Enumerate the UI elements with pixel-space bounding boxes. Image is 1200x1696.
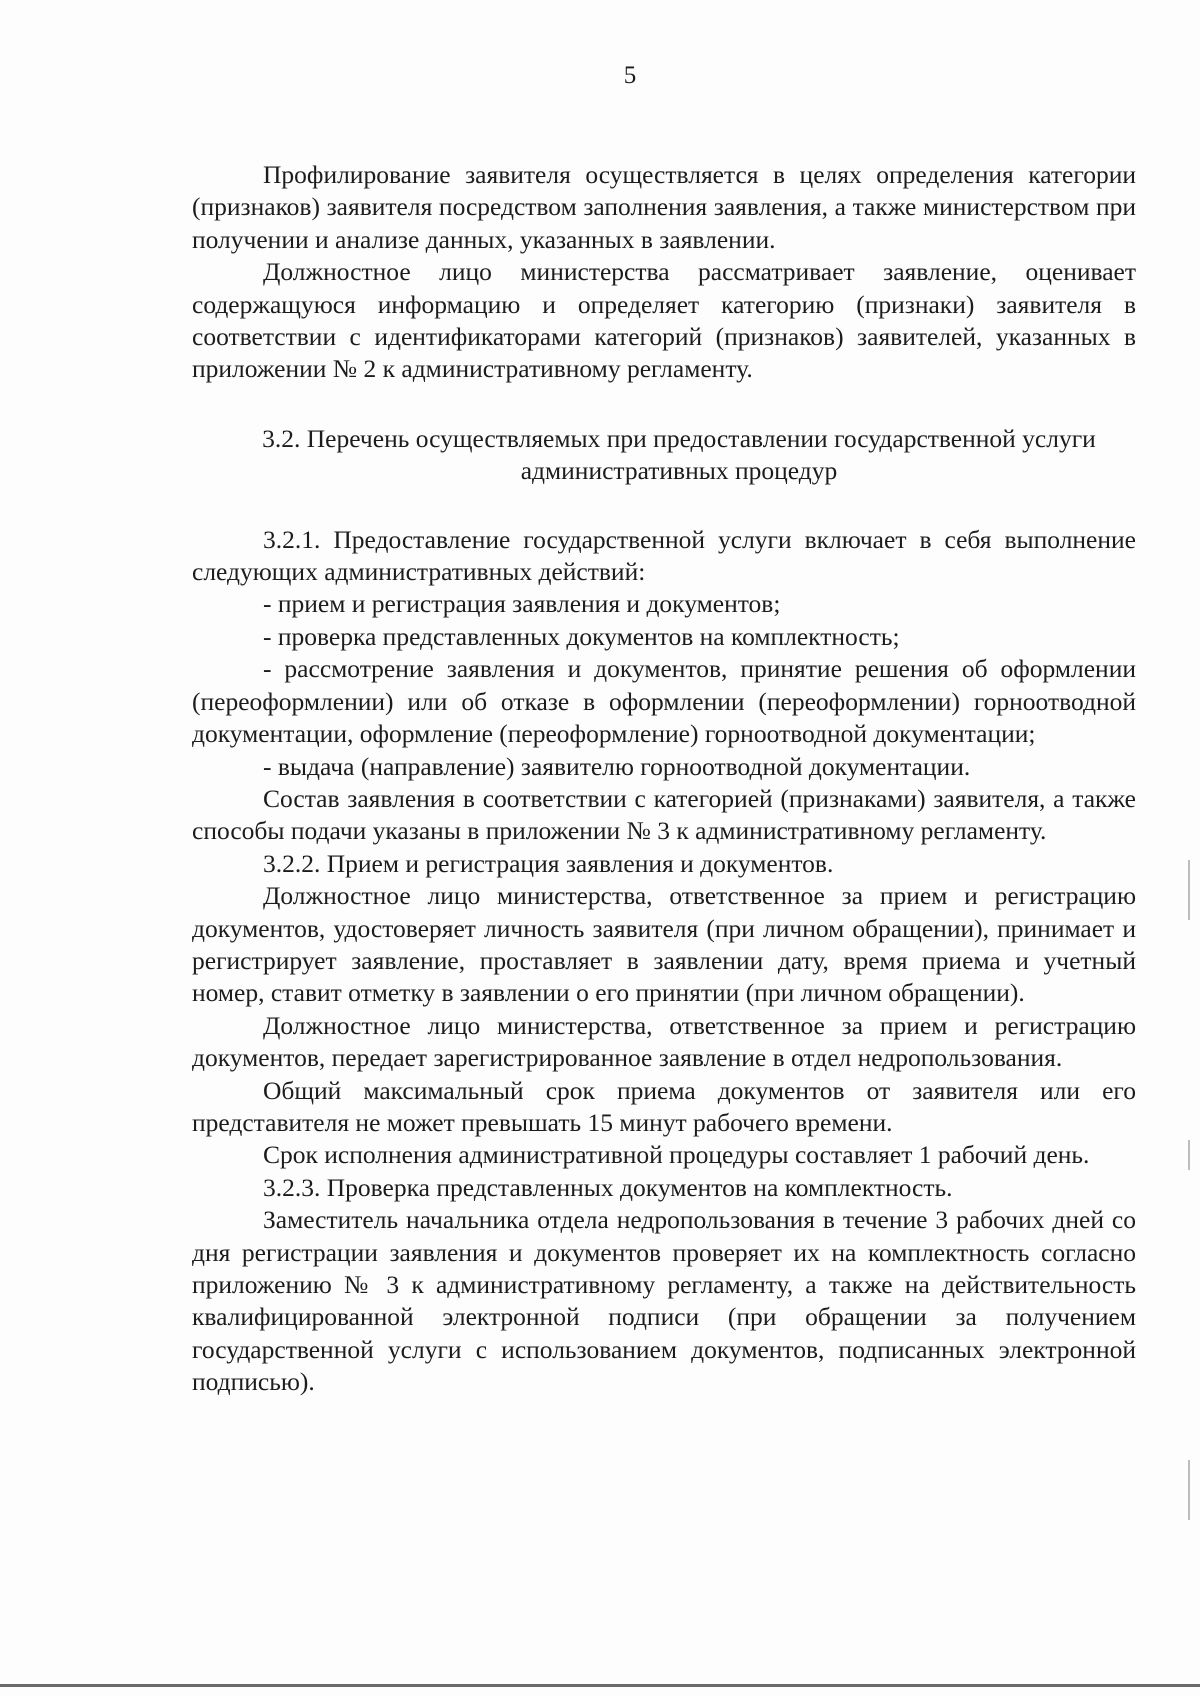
paragraph-procedure-term: Срок исполнения административной процедуры составляет 1 рабочий день. [263, 1140, 1090, 1170]
scan-artifact [1188, 860, 1190, 920]
paragraph-official-registration: Должностное лицо министерства, ответственное за прием и регистрацию документов, удостоверяет личность заявителя (при личном обращении), принимает и регистрирует заявление, проставляет в заявлении дату, время приема и учетный номер, ставит отметку в заявлении о его принятии (при личном обращении). [192, 881, 1136, 1008]
list-item: - рассмотрение заявления и документов, принятие решения об оформлении (переоформлении) или об отказе в оформлении (переоформлении) горноотводной документации, оформление (переоформление) горноотводной документации; [192, 654, 1136, 749]
list-item: - выдача (направление) заявителю горноотводной документации. [263, 751, 971, 781]
page-number: 5 [623, 62, 637, 89]
paragraph-3-2-3: 3.2.3. Проверка представленных документов на комплектность. [263, 1172, 953, 1202]
paragraph-profiling: Профилирование заявителя осуществляется в целях определения категории (признаков) заявителя посредством заполнения заявления, а также министерством при получении и анализе данных, указанных в заявлении. [192, 160, 1136, 254]
scan-artifact [1188, 1140, 1190, 1170]
paragraph-official-transfer: Должностное лицо министерства, ответственное за прием и регистрацию документов, передает зарегистрированное заявление в отдел недропользования. [192, 1010, 1136, 1073]
paragraph-application-composition: Состав заявления в соответствии с категорией (признаками) заявителя, а также способы подачи указаны в приложении № 3 к административному регламенту. [192, 783, 1136, 846]
paragraph-3-2-1: 3.2.1. Предоставление государственной услуги включает в себя выполнение следующих административных действий: [192, 524, 1136, 587]
paragraph-official-review: Должностное лицо министерства рассматривает заявление, оценивает содержащуюся информацию и определяет категорию (признаки) заявителя в соответствии с идентификаторами категорий (признаков) заявителей, указанных в приложении № 2 к административному регламенту. [192, 257, 1136, 384]
section-heading-3-2: 3.2. Перечень осуществляемых при предоставлении государственной услуги административных процедур [262, 423, 1096, 486]
list-item: - проверка представленных документов на комплектность; [263, 621, 900, 651]
document-body [192, 159, 1136, 1399]
paragraph-deputy-check: Заместитель начальника отдела недропользования в течение 3 рабочих дней со дня регистрации заявления и документов проверяет их на комплектность согласно приложению № 3 к административному регламенту, а также на действительность квалифицированной электронной подписи (при обращении за получением государственной услуги с использованием документов, подписанных электронной подписью). [192, 1205, 1136, 1397]
bottom-scan-edge [0, 1684, 1200, 1687]
paragraph-3-2-2: 3.2.2. Прием и регистрация заявления и документов. [263, 848, 834, 878]
paragraph-max-term: Общий максимальный срок приема документов от заявителя или его представителя не может превышать 15 минут рабочего времени. [192, 1075, 1136, 1137]
scan-artifact [1188, 1460, 1190, 1520]
list-item: - прием и регистрация заявления и документов; [263, 589, 781, 619]
